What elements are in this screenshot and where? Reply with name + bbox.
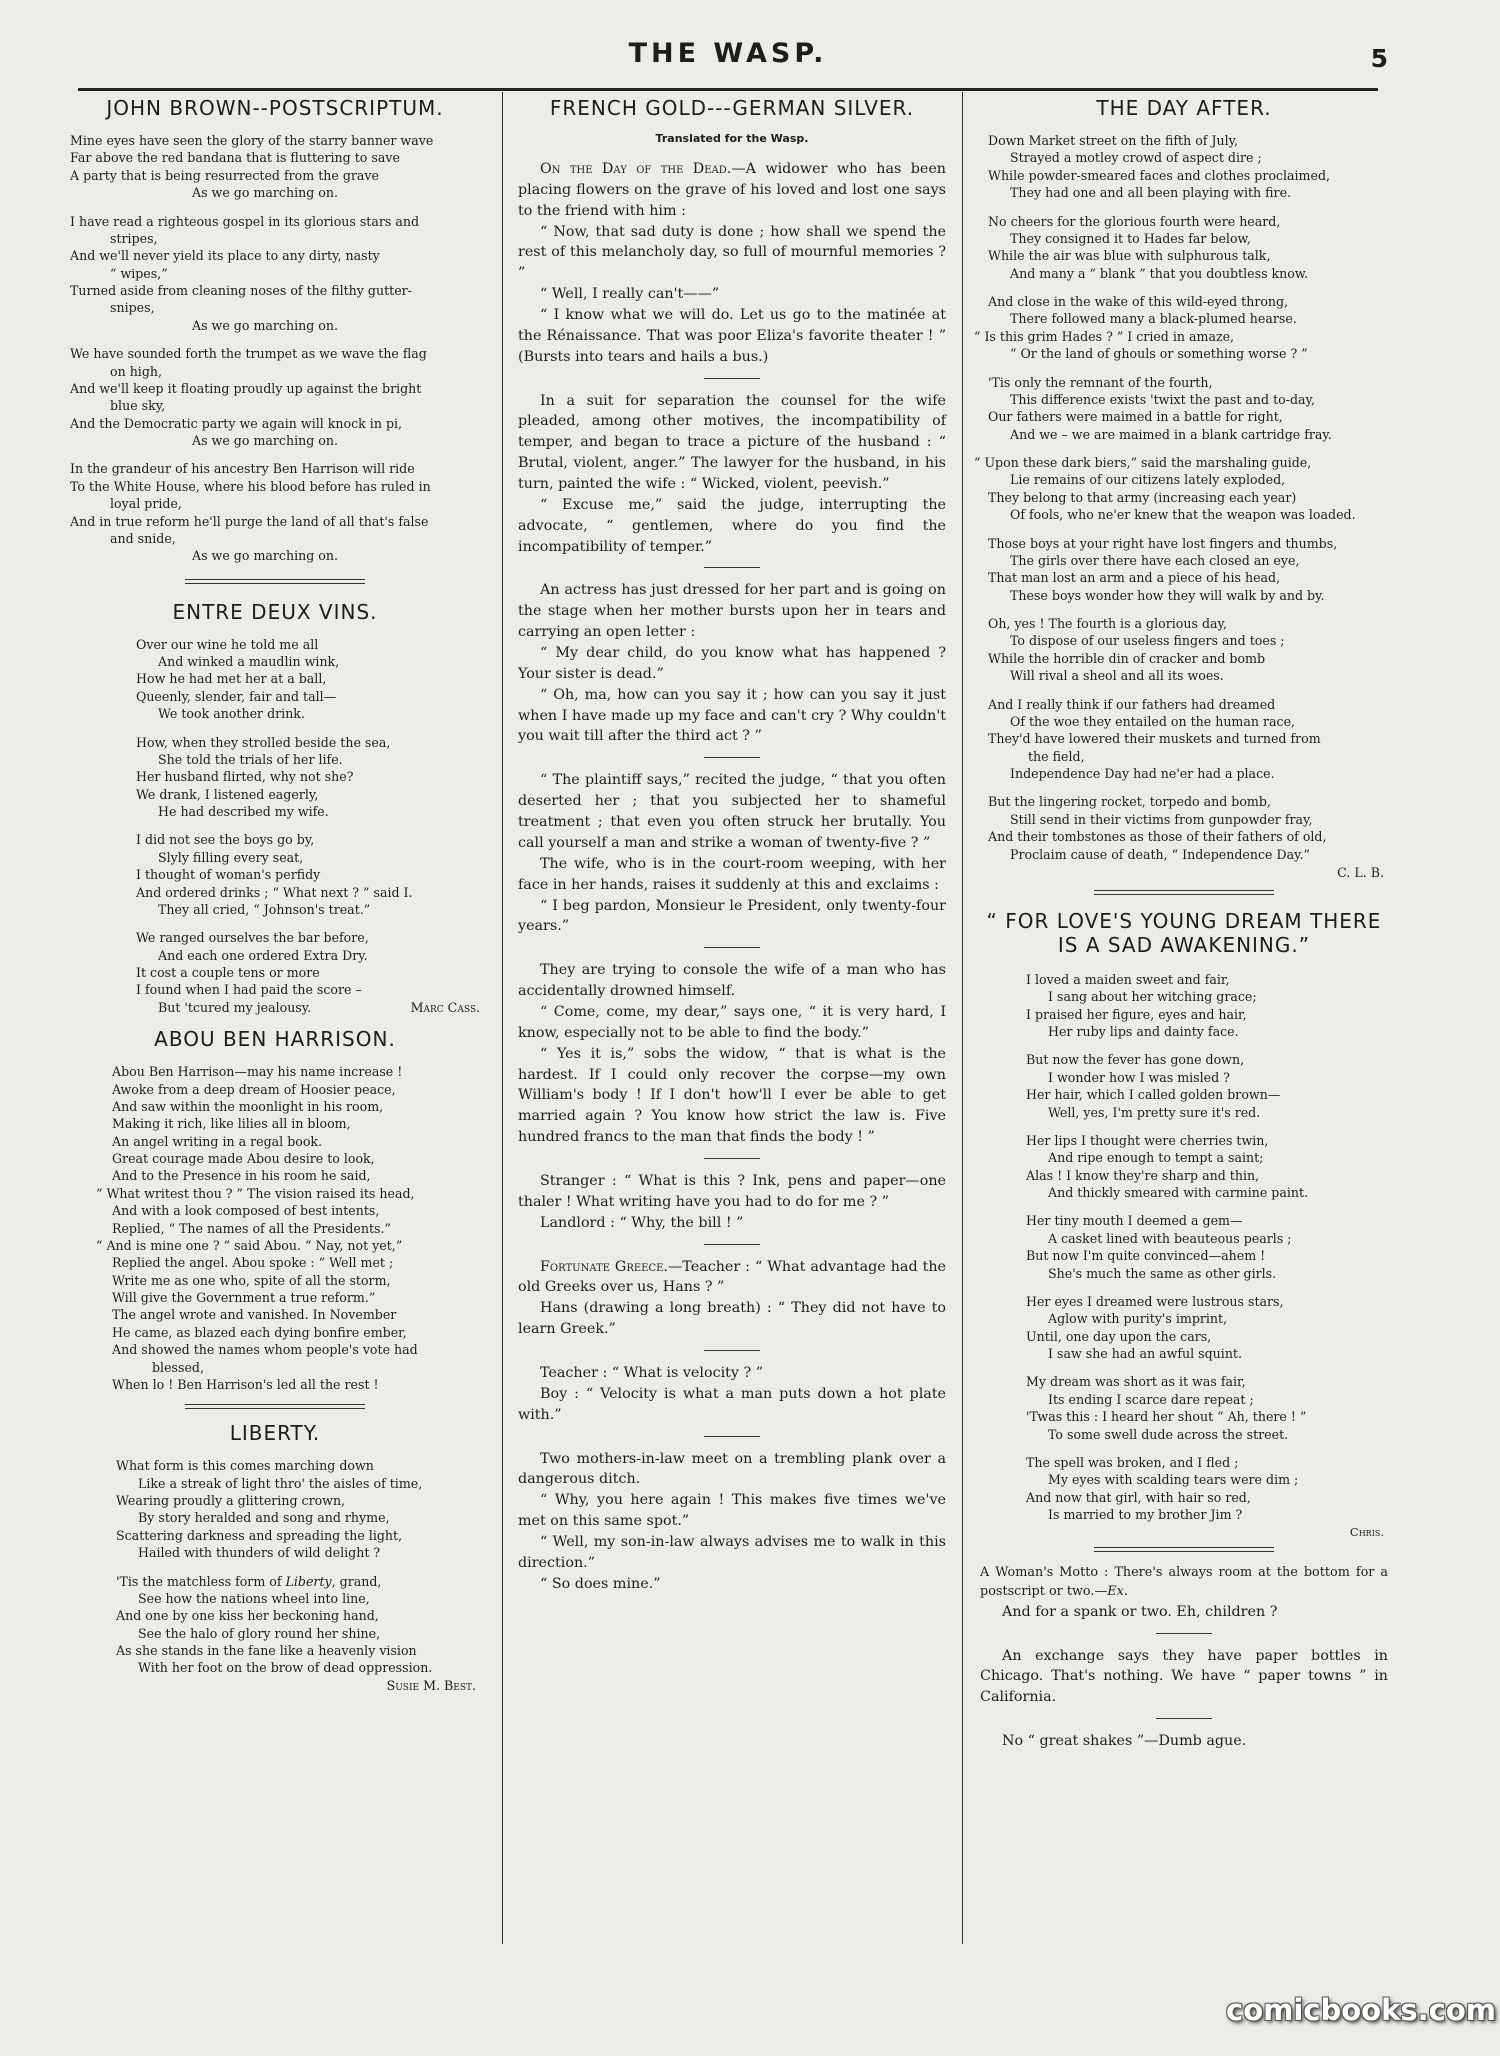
section-lead: On the Day of the Dead. <box>540 161 732 177</box>
poem-line: But now I'm quite convinced—ahem ! <box>1026 1248 1266 1264</box>
anecdote-divider <box>704 947 760 948</box>
stanza <box>988 374 1388 444</box>
paragraph: “ The plaintiff says,” recited the judge, “ that you often deserted her ; that you subjected her to shameful treatment ; that even you often struck her brutally. You call yourself a man and strike a woman of twenty-five ? ” <box>518 772 946 851</box>
poem-line: While powder-smeared faces and clothes proclaimed, <box>988 167 1331 183</box>
stanza <box>988 213 1388 283</box>
poem-line: My dream was short as it was fair, <box>1026 1374 1246 1390</box>
paragraph-text: —Teacher : “ What advantage had the old Greeks over us, Hans ? ” <box>518 1258 946 1296</box>
paragraph: “ Now, that sad duty is done ; how shall we spend the rest of this melancholy day, so full of mournful memories ? ” <box>518 223 946 282</box>
poem-title: LIBERTY. <box>229 1421 321 1446</box>
column-middle <box>518 96 946 1595</box>
poem-line: Aglow with purity's imprint, <box>1048 1311 1228 1327</box>
poem-line: Will rival a sheol and all its woes. <box>1010 668 1224 684</box>
poem-line: I saw she had an awful squint. <box>1048 1346 1242 1361</box>
poem-line: While the horrible din of cracker and bomb <box>988 650 1266 666</box>
paragraph: Hans (drawing a long breath) : “ They did not have to learn Greek.” <box>518 1300 946 1338</box>
poem-line: Until, one day upon the cars, <box>1026 1328 1212 1344</box>
paragraph: “ Yes it is,” sobs the widow, “ that is what is the hardest. If I could only recover the corpse—my own William's body ! If I don't how'll I ever be able to get married again ? You know how strict the law is. Five hundred francs to the man that finds the body ! ” <box>518 1045 946 1146</box>
poem-line: Far above the red bandana that is fluttering to save <box>70 150 400 166</box>
poem-line: Lie remains of our citizens lately exploded, <box>1010 472 1286 488</box>
poem-body <box>70 132 480 565</box>
poem-line: “ wipes,” <box>110 265 168 281</box>
poem-line: My eyes with scalding tears were dim ; <box>1048 1472 1299 1488</box>
publication-title: THE WASP. <box>628 38 828 69</box>
poem-line: It cost a couple tens or more <box>136 965 320 980</box>
poem-line: And winked a maudlin wink, <box>158 654 340 669</box>
poem-line: And showed the names whom people's vote had <box>112 1342 418 1358</box>
stanza <box>116 1457 480 1561</box>
poem-line: The girls over there have each closed an eye, <box>1010 552 1300 568</box>
anecdote-divider <box>704 567 760 568</box>
poem-title-line: IS A SAD AWAKENING.” <box>1057 932 1311 957</box>
poem-line: I thought of woman's perfidy <box>136 867 321 883</box>
paragraph-text: A Woman's Motto : There's always room at the bottom for a postscript or two.— <box>980 1565 1388 1600</box>
paragraph: An actress has just dressed for her part and is going on the stage when her mother bursts upon her in tears and carrying an open letter : <box>518 582 946 641</box>
column-right <box>974 96 1388 1752</box>
poem-line: We took another drink. <box>158 706 305 722</box>
poem-line: Scattering darkness and spreading the light, <box>116 1527 403 1543</box>
poem-line: Is married to my brother Jim ? <box>1048 1507 1243 1522</box>
paragraph: And for a spank or two. Eh, children ? <box>1002 1603 1278 1620</box>
poem-line: “ Upon these dark biers,” said the marshaling guide, <box>974 455 1312 470</box>
poem-line: Replied the angel. Abou spoke : “ Well met ; <box>112 1255 394 1271</box>
column-divider-left <box>502 92 503 1944</box>
poem-line: And close in the wake of this wild-eyed throng, <box>988 294 1289 309</box>
poem-line: Her husband flirted, why not she? <box>136 769 354 785</box>
poem-line: Slyly filling every seat, <box>158 849 304 865</box>
poem-line: 'Tis only the remnant of the fourth, <box>988 374 1213 390</box>
poem-entre-deux-vins <box>70 600 480 1017</box>
poem-line: And in true reform he'll purge the land of all that's false <box>70 513 429 529</box>
poem-line: Still send in their victims from gunpowder fray, <box>1010 811 1313 827</box>
paragraph <box>518 1257 946 1299</box>
poem-line: the field, <box>1028 748 1085 764</box>
column-left <box>70 96 480 1693</box>
poem-line: And to the Presence in his room he said, <box>112 1168 371 1184</box>
section-lead: Fortunate Greece. <box>540 1258 668 1275</box>
article-subtitle: Translated for the Wasp. <box>655 132 809 145</box>
paragraph: An exchange says they have paper bottles in Chicago. That's nothing. We have “ paper towns ” in California. <box>980 1647 1388 1706</box>
poem-line: By story heralded and song and rhyme, <box>138 1510 390 1526</box>
paragraph: “ Come, come, my dear,” says one, “ it is very hard, I know, especially not to be able to find the body.” <box>518 1003 946 1041</box>
poem-line: There followed many a black-plumed hearse. <box>1010 311 1297 327</box>
poem-line: And we'll never yield its place to any dirty, nasty <box>70 248 380 264</box>
poem-refrain: As we go marching on. <box>192 433 338 448</box>
poem-line: And each one ordered Extra Dry. <box>158 947 368 963</box>
poem-line: We drank, I listened eagerly, <box>136 786 319 802</box>
anecdote-divider <box>704 1350 760 1351</box>
paragraph-text: —A widower who has been placing flowers on the grave of his loved and lost one says to the friend with him : <box>518 161 947 219</box>
poem-line: Like a streak of light thro' the aisles of time, <box>138 1475 423 1491</box>
poem-refrain: As we go marching on. <box>192 317 338 333</box>
poem-line: Turned aside from cleaning noses of the filthy gutter- <box>70 283 412 298</box>
poem-line: To some swell dude across the street. <box>1048 1426 1289 1442</box>
paragraph: The wife, who is in the court-room weeping, with her face in her hands, raises it suddenly at this and exclaims : <box>518 855 946 893</box>
poem-title-line: “ FOR LOVE'S YOUNG DREAM THERE <box>986 908 1382 933</box>
stanza <box>1026 971 1388 1041</box>
paragraph: “ Why, you here again ! This makes five times we've met on this same spot.” <box>518 1492 946 1530</box>
poem-line: And ripe enough to tempt a saint; <box>1048 1150 1264 1166</box>
poem-line: With her foot on the brow of dead oppression. <box>138 1660 433 1676</box>
poem-line: Her hair, which I called golden brown— <box>1026 1087 1281 1103</box>
paragraph: Landlord : “ Why, the bill ! ” <box>540 1214 744 1231</box>
poem-line: And now that girl, with hair so red, <box>1026 1489 1251 1505</box>
article-title: FRENCH GOLD---GERMAN SILVER. <box>549 96 915 120</box>
poem-line: In the grandeur of his ancestry Ben Harrison will ride <box>70 461 415 477</box>
paragraph <box>980 1564 1388 1601</box>
poem-line: And with a look composed of best intents, <box>112 1203 380 1219</box>
stanza <box>1026 1454 1388 1524</box>
section-divider <box>185 1404 365 1409</box>
poem-line: loyal pride, <box>110 496 182 512</box>
paragraph: Teacher : “ What is velocity ? ” <box>540 1364 764 1381</box>
poem-line: Strayed a motley crowd of aspect dire ; <box>1010 150 1262 166</box>
stanza <box>70 345 480 449</box>
poem-the-day-after <box>974 96 1388 880</box>
poem-line: Write me as one who, spite of all the storm, <box>112 1272 391 1288</box>
stanza <box>988 793 1388 863</box>
paragraph: Boy : “ Velocity is what a man puts down a hot plate with.” <box>518 1385 946 1423</box>
paragraph: “ My dear child, do you know what has happened ? Your sister is dead.” <box>518 645 946 682</box>
author-signature: C. L. B. <box>1337 864 1384 880</box>
poem-title: THE DAY AFTER. <box>1096 96 1272 120</box>
stanza <box>988 535 1388 605</box>
stanza <box>70 132 480 202</box>
stanza <box>1026 1132 1388 1202</box>
poem-line: Great courage made Abou desire to look, <box>112 1151 375 1166</box>
author-signature: Marc Cass. <box>410 999 480 1015</box>
poem-line: Queenly, slender, fair and tall— <box>136 688 337 704</box>
anecdote-divider <box>704 1158 760 1159</box>
poem-line: To the White House, where his blood before has ruled in <box>70 478 431 494</box>
stanza <box>70 460 480 564</box>
paragraph: No “ great shakes ”—Dumb ague. <box>1002 1733 1247 1750</box>
masthead-rule <box>78 88 1378 91</box>
poem-line: A party that is being resurrected from the grave <box>70 167 379 183</box>
poem-line: Mine eyes have seen the glory of the starry banner wave <box>70 133 434 148</box>
stanza <box>136 734 480 821</box>
section-divider <box>185 579 365 584</box>
poem-line: An angel writing in a regal book. <box>112 1133 323 1149</box>
poem-line: Her ruby lips and dainty face. <box>1048 1024 1239 1039</box>
poem-line: That man lost an arm and a piece of his head, <box>988 570 1281 586</box>
poem-line <box>116 1573 480 1590</box>
poem-line: snipes, <box>110 300 155 316</box>
stanza <box>1026 1051 1388 1121</box>
author-signature: Susie M. Best. <box>386 1677 476 1693</box>
poem-line: While the air was blue with sulphurous talk, <box>988 248 1271 264</box>
poem-line: I sang about her witching grace; <box>1048 989 1257 1005</box>
poem-line: The angel wrote and vanished. In November <box>112 1307 397 1323</box>
poem-line: He came, as blazed each dying bonfire ember, <box>112 1324 407 1340</box>
paragraph: “ I know what we will do. Let us go to the matinée at the Rénaissance. That was poor Eliza's favorite theater ! ” (Bursts into tears and hails a bus.) <box>518 307 946 365</box>
stanza <box>988 615 1388 685</box>
poem-line: I praised her figure, eyes and hair, <box>1026 1006 1247 1022</box>
section-divider <box>1094 1547 1274 1552</box>
poem-line: When lo ! Ben Harrison's led all the rest ! <box>112 1376 379 1392</box>
poem-line: I found when I had paid the score – <box>136 982 362 998</box>
poem-line: Her lips I thought were cherries twin, <box>1026 1132 1269 1148</box>
miscellany <box>980 1564 1388 1752</box>
poem-body <box>980 971 1388 1524</box>
emphasis-text: Liberty <box>285 1573 332 1589</box>
poem-line: Over our wine he told me all <box>136 636 319 652</box>
poem-loves-young-dream <box>980 909 1388 1540</box>
poem-line: Of fools, who ne'er knew that the weapon was loaded. <box>1010 507 1356 523</box>
poem-line: Well, yes, I'm pretty sure it's red. <box>1048 1104 1261 1120</box>
poem-title <box>980 909 1388 957</box>
poem-line: I wonder how I was misled ? <box>1048 1069 1230 1085</box>
poem-line-text: But 'tcured my jealousy. <box>158 999 312 1015</box>
poem-body <box>70 636 480 1017</box>
poem-line: blue sky, <box>110 398 166 414</box>
poem-line: Oh, yes ! The fourth is a glorious day, <box>988 616 1227 631</box>
poem-line: The spell was broken, and I fled ; <box>1026 1454 1239 1470</box>
poem-line-text: , grand, <box>331 1573 382 1589</box>
poem-line: And I really think if our fathers had dreamed <box>988 696 1276 712</box>
poem-line: Making it rich, like lilies all in bloom, <box>112 1116 351 1132</box>
anecdote-divider <box>704 378 760 379</box>
section-divider <box>1094 890 1274 895</box>
poem-line: See the halo of glory round her shine, <box>138 1625 381 1641</box>
anecdote-divider <box>1156 1718 1212 1719</box>
poem-line: “ Or the land of ghouls or something worse ? ” <box>1010 346 1308 362</box>
poem-line: stripes, <box>110 230 158 246</box>
stanza <box>988 132 1388 202</box>
poem-line: Down Market street on the fifth of July, <box>988 133 1239 148</box>
poem-line: “ And is mine one ? ” said Abou. “ Nay, not yet,” <box>96 1237 403 1253</box>
stanza <box>136 636 480 723</box>
paragraph: “ Well, I really can't——” <box>540 286 720 303</box>
poem-title: ABOU BEN HARRISON. <box>154 1027 396 1052</box>
poem-line <box>136 999 480 1016</box>
poem-line: To dispose of our useless fingers and toes ; <box>1010 633 1285 649</box>
poem-refrain: As we go marching on. <box>192 548 338 564</box>
column-divider-right <box>962 92 963 1944</box>
paragraph: “ I beg pardon, Monsieur le President, only twenty-four years.” <box>518 897 946 935</box>
poem-title: JOHN BROWN--POSTSCRIPTUM. <box>106 96 444 120</box>
poem-body <box>70 1457 480 1677</box>
anecdote-divider <box>704 1244 760 1245</box>
poem-line: They had one and all been playing with fire. <box>1010 185 1292 201</box>
poem-line: And saw within the moonlight in his room, <box>112 1098 384 1114</box>
poem-line: I have read a righteous gospel in its glorious stars and <box>70 213 420 229</box>
poem-body <box>974 132 1388 863</box>
poem-line: Alas ! I know they're sharp and thin, <box>1026 1167 1260 1183</box>
site-watermark: comicbooks.com <box>1226 1993 1496 2027</box>
paragraph: “ Excuse me,” said the judge, interrupting the advocate, “ gentlemen, where do you find the incompatibility of temper.” <box>518 496 946 555</box>
article-body <box>518 159 946 1595</box>
poem-line: As she stands in the fane like a heavenly vision <box>116 1643 417 1658</box>
anecdote-divider <box>704 757 760 758</box>
poem-line: What form is this comes marching down <box>116 1458 374 1474</box>
poem-refrain: As we go marching on. <box>192 185 338 201</box>
paragraph: Two mothers-in-law meet on a trembling plank over a dangerous ditch. <box>518 1450 946 1488</box>
poem-line: Her tiny mouth I deemed a gem— <box>1026 1213 1243 1229</box>
poem-line: Will give the Government a true reform.” <box>112 1290 376 1305</box>
paragraph: In a suit for separation the counsel for the wife pleaded, among other motives, the incompatibility of temper, and began to trace a picture of the husband : “ Brutal, violent, anger.” The lawyer for the husband, in his turn, painted the wife : “ Wicked, violent, peevish.” <box>518 392 946 493</box>
stanza <box>1026 1293 1388 1363</box>
poem-line: Our fathers were maimed in a battle for right, <box>988 409 1283 425</box>
poem-line: We have sounded forth the trumpet as we wave the flag <box>70 346 427 362</box>
poem-line: She told the trials of her life. <box>158 751 343 767</box>
poem-john-brown <box>70 96 480 565</box>
stanza <box>136 831 480 918</box>
poem-line: These boys wonder how they will walk by and by. <box>1010 587 1325 603</box>
poem-line: But the lingering rocket, torpedo and bomb, <box>988 794 1271 810</box>
poem-line: Of the woe they entailed on the human race, <box>1010 713 1296 729</box>
author-signature: Chris. <box>1349 1525 1384 1540</box>
poem-title: ENTRE DEUX VINS. <box>172 599 378 624</box>
paragraph: “ Oh, ma, how can you say it ; how can you say it just when I have made up my face and can't cry ? Why couldn't you wait till after the third act ? ” <box>518 686 946 745</box>
poem-line: This difference exists 'twixt the past and to-day, <box>1010 391 1315 407</box>
poem-line: A casket lined with beauteous pearls ; <box>1048 1230 1292 1246</box>
stanza <box>116 1573 480 1677</box>
poem-line: She's much the same as other girls. <box>1048 1265 1277 1281</box>
poem-line: on high, <box>110 363 163 379</box>
poem-line: 'Twas this : I heard her shout “ Ah, there ! ” <box>1026 1409 1307 1425</box>
paragraph: Stranger : “ What is this ? Ink, pens and paper—one thaler ! What writing have you had to do for me ? ” <box>518 1172 946 1210</box>
stanza <box>988 696 1388 783</box>
poem-body <box>70 1063 480 1393</box>
poem-line: I did not see the boys go by, <box>136 832 315 848</box>
poem-line: But now the fever has gone down, <box>1026 1052 1245 1068</box>
poem-line: We ranged ourselves the bar before, <box>136 930 369 946</box>
poem-line: No cheers for the glorious fourth were heard, <box>988 213 1281 229</box>
poem-line: Those boys at your right have lost fingers and thumbs, <box>988 535 1338 551</box>
poem-liberty <box>70 1421 480 1693</box>
paragraph: They are trying to console the wife of a man who has accidentally drowned himself. <box>518 962 946 1000</box>
poem-line-text: 'Tis the matchless form of <box>116 1573 286 1589</box>
paragraph: “ Well, my son-in-law always advises me to walk in this direction.” <box>518 1533 946 1571</box>
anecdote-divider <box>704 1436 760 1437</box>
poem-line: They'd have lowered their muskets and turned from <box>988 731 1321 747</box>
poem-line: And one by one kiss her beckoning hand, <box>116 1608 379 1624</box>
poem-line: And thickly smeared with carmine paint. <box>1048 1185 1309 1200</box>
poem-line: Abou Ben Harrison—may his name increase ! <box>112 1064 403 1080</box>
poem-line: And their tombstones as those of their fathers of old, <box>988 829 1327 845</box>
poem-line: See how the nations wheel into line, <box>138 1590 370 1606</box>
stanza <box>974 454 1388 524</box>
poem-line: Replied, “ The names of all the Presidents.” <box>112 1220 391 1236</box>
stanza <box>974 293 1388 363</box>
poem-line: Awoke from a deep dream of Hoosier peace, <box>112 1081 396 1097</box>
masthead <box>78 34 1388 84</box>
poem-line: Proclaim cause of death, “ Independence Day.” <box>1010 846 1310 862</box>
poem-line: Independence Day had ne'er had a place. <box>1010 766 1275 781</box>
poem-line: Its ending I scarce dare repeat ; <box>1048 1391 1254 1407</box>
poem-line: And ordered drinks ; “ What next ? ” said I. <box>136 884 413 900</box>
anecdote-divider <box>1156 1633 1212 1634</box>
stanza <box>1026 1373 1388 1443</box>
poem-line: and snide, <box>110 530 176 546</box>
paragraph: “ So does mine.” <box>540 1575 661 1592</box>
poem-line: And the Democratic party we again will knock in pi, <box>70 415 403 431</box>
poem-line: He had described my wife. <box>158 804 329 819</box>
poem-line: How he had met her at a ball, <box>136 671 327 687</box>
source-credit: Ex. <box>1107 1584 1128 1600</box>
stanza <box>136 929 480 1016</box>
poem-line: They all cried, “ Johnson's treat.” <box>158 901 371 917</box>
poem-line: Hailed with thunders of wild delight ? <box>138 1545 381 1561</box>
poem-line: I loved a maiden sweet and fair, <box>1026 971 1230 987</box>
poem-line: “ What writest thou ? ” The vision raised its head, <box>96 1185 415 1201</box>
poem-line: And many a “ blank ” that you doubtless know. <box>1010 265 1309 281</box>
poem-line: “ Is this grim Hades ? ” I cried in amaze, <box>974 328 1235 344</box>
poem-abou-ben-harrison <box>70 1027 480 1393</box>
poem-line: blessed, <box>152 1359 204 1375</box>
poem-line: Her eyes I dreamed were lustrous stars, <box>1026 1293 1284 1309</box>
poem-line: They belong to that army (increasing each year) <box>988 489 1297 505</box>
paragraph <box>518 159 946 222</box>
stanza <box>70 213 480 335</box>
poem-line: How, when they strolled beside the sea, <box>136 734 391 750</box>
poem-line: They consigned it to Hades far below, <box>1010 230 1251 246</box>
stanza <box>96 1063 480 1393</box>
stanza <box>1026 1212 1388 1282</box>
poem-line: Wearing proudly a glittering crown, <box>116 1493 346 1508</box>
poem-line: And we – we are maimed in a blank cartridge fray. <box>1010 426 1332 442</box>
poem-line: And we'll keep it floating proudly up against the bright <box>70 380 422 396</box>
page-number: 5 <box>1370 44 1388 73</box>
